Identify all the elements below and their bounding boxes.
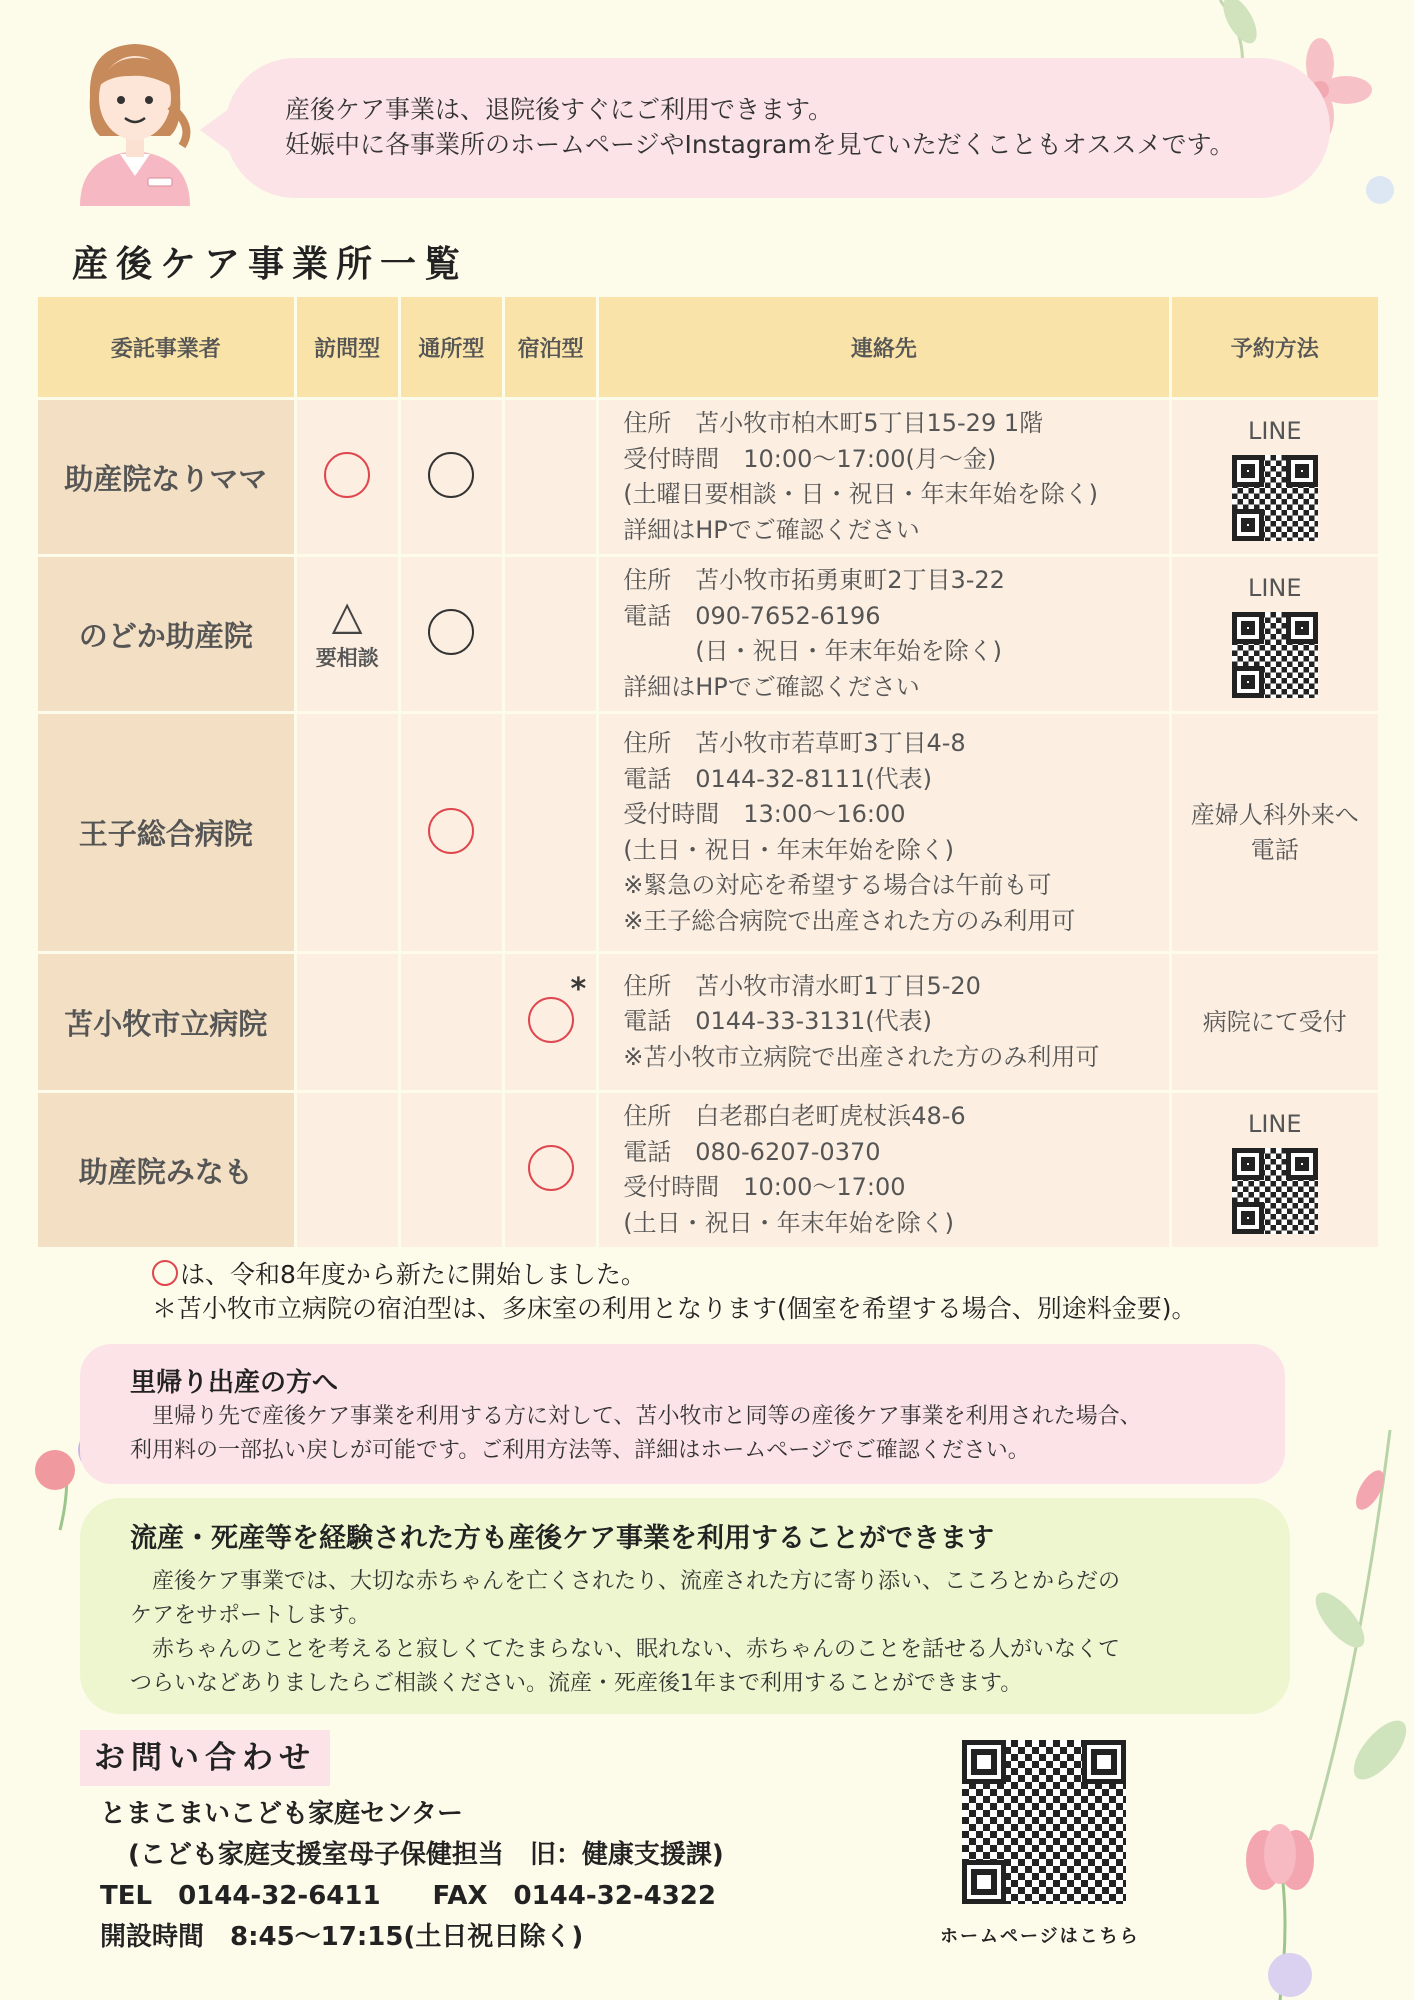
- line-qr-code-icon[interactable]: [1232, 612, 1318, 698]
- loss-line: 赤ちゃんのことを考えると寂しくてたまらない、眠れない、赤ちゃんのことを話せる人がいなくて: [130, 1637, 1121, 1662]
- stay-type-cell: [505, 557, 596, 711]
- nurse-avatar-icon: [70, 36, 200, 206]
- contact-line: 詳細はHPでご確認ください: [623, 672, 920, 701]
- stay-type-cell: [505, 714, 596, 951]
- header-daycare-type: 通所型: [401, 297, 502, 397]
- table-notes: [152, 1258, 1197, 1326]
- facility-name: 王子総合病院: [38, 714, 294, 951]
- homepage-qr-code-icon[interactable]: [962, 1740, 1126, 1904]
- visit-type-cell: [297, 954, 398, 1090]
- stay-type-cell: [505, 1093, 596, 1247]
- reservation-cell: [1172, 954, 1379, 1090]
- facility-table: [35, 294, 1381, 1250]
- facility-name: 助産院みなも: [38, 1093, 294, 1247]
- header-reservation: 予約方法: [1172, 297, 1379, 397]
- visit-type-cell: [297, 1093, 398, 1247]
- available-mark: [428, 609, 474, 655]
- header-visit-type: 訪問型: [297, 297, 398, 397]
- contact-line: 電話 0144-32-8111(代表): [623, 764, 932, 793]
- new-available-mark: [324, 452, 370, 498]
- contact-dept: (こども家庭支援室母子保健担当 旧：健康支援課): [128, 1840, 724, 1870]
- pregnancy-loss-body: [130, 1565, 1120, 1701]
- header-contact: 連絡先: [599, 297, 1168, 397]
- reservation-method: 病院にて受付: [1202, 1007, 1347, 1036]
- contact-hours: 開設時間 8:45～17:15(土日祝日除く): [100, 1922, 584, 1952]
- daycare-type-cell: [401, 557, 502, 711]
- contact-cell: [599, 557, 1168, 711]
- contact-line: 住所 苫小牧市拓勇東町2丁目3-22: [623, 566, 1005, 594]
- contact-line: 受付時間 10:00～17:00: [623, 1173, 906, 1201]
- contact-line: 詳細はHPでご確認ください: [623, 515, 920, 544]
- new-available-mark: [528, 1145, 574, 1191]
- contact-line: 電話 0144-33-3131(代表): [623, 1007, 932, 1036]
- facility-name: 助産院なりママ: [38, 400, 294, 554]
- contact-line: ※緊急の対応を希望する場合は午前も可: [623, 871, 1052, 899]
- contact-line: 受付時間 13:00～16:00: [623, 800, 906, 828]
- reservation-cell: [1172, 557, 1379, 711]
- contact-line: ※王子総合病院で出産された方のみ利用可: [623, 906, 1076, 935]
- homepage-qr-caption: ホームページはこちら: [940, 1926, 1140, 1947]
- contact-line: 受付時間 10:00～17:00(月～金): [623, 444, 997, 473]
- stay-type-cell: [505, 954, 596, 1090]
- pregnancy-loss-title: 流産・死産等を経験された方も産後ケア事業を利用することができます: [130, 1523, 994, 1554]
- contact-line: (日・祝日・年末年始を除く): [623, 637, 1002, 665]
- daycare-type-cell: [401, 714, 502, 951]
- contact-heading: お問い合わせ: [80, 1730, 330, 1786]
- available-mark: [428, 452, 474, 498]
- reservation-method: LINE: [1247, 1109, 1302, 1138]
- contact-cell: [599, 1093, 1168, 1247]
- asterisk-mark: *: [570, 972, 587, 1007]
- visit-type-cell: [297, 714, 398, 951]
- contact-line: 住所 苫小牧市若草町3丁目4-8: [623, 729, 966, 757]
- table-header-row: [38, 297, 1378, 397]
- contact-line: (土日・祝日・年末年始を除く): [623, 835, 954, 864]
- contact-line: (土曜日要相談・日・祝日・年末年始を除く): [623, 480, 1098, 508]
- visit-type-cell: [297, 557, 398, 711]
- daycare-type-cell: [401, 1093, 502, 1247]
- flower-decoration-right: [1270, 1420, 1414, 1840]
- reservation-method: LINE: [1247, 416, 1302, 445]
- loss-line: つらいなどありましたらご相談ください。流産・死産後1年まで利用することができます。: [130, 1671, 1023, 1696]
- table-row: [38, 400, 1378, 554]
- red-circle-icon: [152, 1260, 178, 1286]
- reservation-method-line-2: 電話: [1250, 835, 1299, 864]
- header-facility: 委託事業者: [38, 297, 294, 397]
- loss-line: 産後ケア事業では、大切な赤ちゃんを亡くされたり、流産された方に寄り添い、こころとからだの: [130, 1569, 1121, 1594]
- stay-type-cell: [505, 400, 596, 554]
- page-title: 産後ケア事業所一覧: [72, 244, 469, 285]
- hometown-birth-body: [130, 1400, 1142, 1468]
- visit-note: 要相談: [315, 646, 379, 670]
- daycare-type-cell: [401, 400, 502, 554]
- reservation-cell: [1172, 714, 1379, 951]
- reservation-cell: [1172, 400, 1379, 554]
- daycare-type-cell: [401, 954, 502, 1090]
- note-new-start-text: は、令和8年度から新たに開始しました。: [180, 1260, 646, 1289]
- facility-name: 苫小牧市立病院: [38, 954, 294, 1090]
- contact-line: 電話 080-6207-0370: [623, 1137, 881, 1166]
- note-new-start: [152, 1258, 1197, 1292]
- hometown-birth-title: 里帰り出産の方へ: [130, 1368, 339, 1398]
- header-stay-type: 宿泊型: [505, 297, 596, 397]
- facility-name: のどか助産院: [38, 557, 294, 711]
- header-line-2: 妊娠中に各事業所のホームページやInstagramを見ていただくこともオススメです。: [285, 130, 1235, 159]
- contact-line: 住所 苫小牧市清水町1丁目5-20: [623, 971, 981, 1000]
- header-line-1: 産後ケア事業は、退院後すぐにご利用できます。: [285, 95, 834, 124]
- table-row: [38, 557, 1378, 711]
- note-stay-type: ＊苫小牧市立病院の宿泊型は、多床室の利用となります(個室を希望する場合、別途料金要)。: [152, 1294, 1197, 1323]
- hometown-line: 里帰り先で産後ケア事業を利用する方に対して、苫小牧市と同等の産後ケア事業を利用された場合、: [130, 1404, 1142, 1429]
- contact-line: 電話 090-7652-6196: [623, 601, 881, 630]
- contact-line: ※苫小牧市立病院で出産された方のみ利用可: [623, 1042, 1100, 1071]
- table-row: [38, 714, 1378, 951]
- contact-line: (土日・祝日・年末年始を除く): [623, 1208, 954, 1237]
- new-available-mark: [428, 808, 474, 854]
- contact-cell: [599, 400, 1168, 554]
- line-qr-code-icon[interactable]: [1232, 1148, 1318, 1234]
- contact-org: とまこまいこども家庭センター: [100, 1799, 463, 1829]
- speech-bubble-text: [285, 92, 1234, 162]
- contact-line: 住所 苫小牧市柏木町5丁目15-29 1階: [623, 409, 1044, 437]
- hometown-line: 利用料の一部払い戻しが可能です。ご利用方法等、詳細はホームページでご確認ください。: [130, 1438, 1030, 1463]
- new-available-mark: [528, 997, 574, 1043]
- reservation-cell: [1172, 1093, 1379, 1247]
- loss-line: ケアをサポートします。: [130, 1603, 371, 1628]
- contact-line: 住所 白老郡白老町虎杖浜48-6: [623, 1102, 966, 1130]
- contact-tel-fax: TEL 0144-32-6411 FAX 0144-32-4322: [100, 1881, 716, 1911]
- table-row: [38, 1093, 1378, 1247]
- triangle-mark-icon: △: [331, 593, 363, 639]
- visit-type-cell: [297, 400, 398, 554]
- contact-cell: [599, 954, 1168, 1090]
- line-qr-code-icon[interactable]: [1232, 455, 1318, 541]
- reservation-method-line-1: 産婦人科外来へ: [1190, 800, 1359, 829]
- table-row: [38, 954, 1378, 1090]
- contact-info: [100, 1794, 724, 1958]
- flower-decoration-bottom-right: [1220, 1800, 1414, 2000]
- reservation-method: LINE: [1247, 573, 1302, 602]
- contact-cell: [599, 714, 1168, 951]
